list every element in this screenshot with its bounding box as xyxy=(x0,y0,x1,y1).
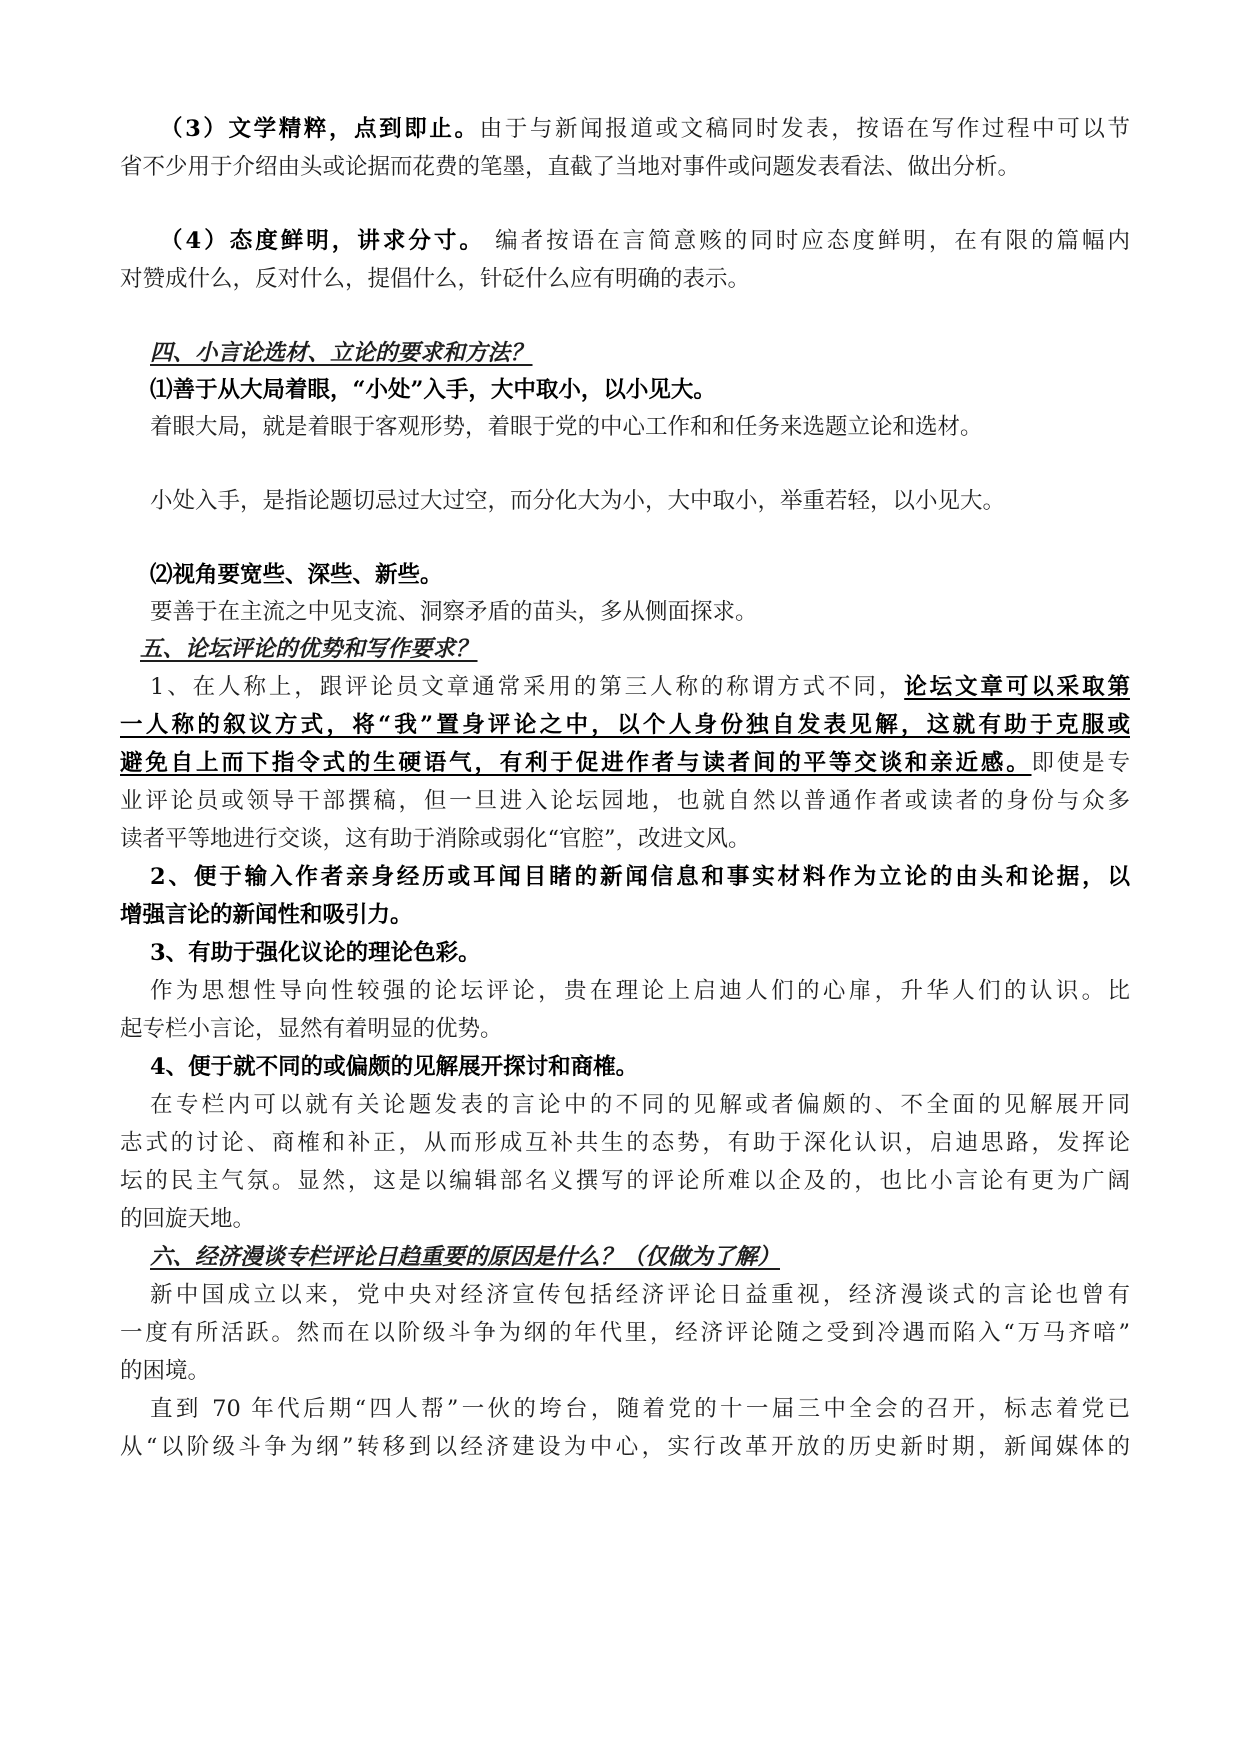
section-5-para-1-line-2: 一人称的叙议方式，将“我”置身评论之中，以个人身份独自发表见解，这就有助于克服或 xyxy=(120,712,1130,738)
paragraph-4-title: （4）态度鲜明，讲求分寸。 xyxy=(160,228,485,254)
paragraph-3-text: 由于与新闻报道或文稿同时发表，按语在写作过程中可以节 xyxy=(479,116,1130,142)
section-5-point-3-line-2: 起专栏小言论，显然有着明显的优势。 xyxy=(120,1016,503,1042)
section-4-heading: 四、小言论选材、立论的要求和方法？ xyxy=(150,340,533,366)
section-5-point-4-line-4: 的回旋天地。 xyxy=(120,1206,256,1232)
section-5-para-2-line-2: 增强言论的新闻性和吸引力。 xyxy=(120,902,413,928)
section-5-para-1-line-4: 业评论员或领导干部撰稿，但一旦进入论坛园地，也就自然以普通作者或读者的身份与众多 xyxy=(120,788,1130,814)
section-6-heading: 六、经济漫谈专栏评论日趋重要的原因是什么？（仅做为了解） xyxy=(150,1244,781,1270)
section-5-para-2-line-1: 2、便于输入作者亲身经历或耳闻目睹的新闻信息和事实材料作为立论的由头和论据，以 xyxy=(150,864,1130,890)
section-5-point-4-line-2: 志式的讨论、商榷和补正，从而形成互补共生的态势，有助于深化认识，启迪思路，发挥论 xyxy=(120,1130,1130,1156)
section-5-heading: 五、论坛评论的优势和写作要求？ xyxy=(140,636,478,662)
section-6-para-2-line-2: 从“以阶级斗争为纲”转移到以经济建设为中心，实行改革开放的历史新时期，新闻媒体的 xyxy=(120,1434,1130,1460)
section-5-point-4-line-3: 坛的民主气氛。显然，这是以编辑部名义撰写的评论所难以企及的，也比小言论有更为广阔 xyxy=(120,1168,1130,1194)
section-5-para-1-text: 1、在人称上，跟评论员文章通常采用的第三人称的称谓方式不同， xyxy=(150,674,905,700)
section-5-para-1-text-cont: 即使是专 xyxy=(1031,750,1130,776)
section-4-item-2-para-1: 要善于在主流之中见支流、洞察矛盾的苗头，多从侧面探求。 xyxy=(150,599,758,625)
section-6-para-1-line-2: 一度有所活跃。然而在以阶级斗争为纲的年代里，经济评论随之受到冷遇而陷入“万马齐喑” xyxy=(120,1320,1130,1346)
section-5-point-3-line-1: 作为思想性导向性较强的论坛评论，贵在理论上启迪人们的心扉，升华人们的认识。比 xyxy=(150,978,1130,1004)
section-5-para-1-line-3 xyxy=(120,748,1130,778)
section-4-item-1: ⑴善于从大局着眼，“小处”入手，大中取小，以小见大。 xyxy=(150,377,716,403)
section-4-item-2: ⑵视角要宽些、深些、新些。 xyxy=(150,562,443,588)
paragraph-4-text: 编者按语在言简意赅的同时应态度鲜明，在有限的篇幅内 xyxy=(484,228,1130,254)
section-6-para-2-line-1: 直到 70 年代后期“四人帮”一伙的垮台，随着党的十一届三中全会的召开，标志着党已 xyxy=(150,1396,1130,1422)
section-5-para-1-emphasis-end: 避免自上而下指令式的生硬语气，有利于促进作者与读者间的平等交谈和亲近感。 xyxy=(120,750,1032,776)
paragraph-3-line-1 xyxy=(160,114,1130,144)
paragraph-3-line-2: 省不少用于介绍由头或论据而花费的笔墨，直截了当地对事件或问题发表看法、做出分析。 xyxy=(120,154,1021,180)
section-4-item-1-para-2: 小处入手，是指论题切忌过大过空，而分化大为小，大中取小，举重若轻，以小见大。 xyxy=(150,488,1006,514)
paragraph-4-line-2: 对赞成什么，反对什么，提倡什么，针砭什么应有明确的表示。 xyxy=(120,266,751,292)
section-4-item-1-para-1: 着眼大局，就是着眼于客观形势，着眼于党的中心工作和和任务来选题立论和选材。 xyxy=(150,414,983,440)
section-5-point-3: 3、有助于强化议论的理论色彩。 xyxy=(150,940,481,966)
section-5-para-1-line-5: 读者平等地进行交谈，这有助于消除或弱化“官腔”，改进文风。 xyxy=(120,826,751,852)
paragraph-4-line-1 xyxy=(160,226,1130,256)
section-5-point-4: 4、便于就不同的或偏颇的见解展开探讨和商榷。 xyxy=(150,1054,639,1080)
section-5-point-4-line-1: 在专栏内可以就有关论题发表的言论中的不同的见解或者偏颇的、不全面的见解展开同 xyxy=(150,1092,1130,1118)
section-6-para-1-line-3: 的困境。 xyxy=(120,1358,211,1384)
section-5-para-1-line-1 xyxy=(150,672,1130,702)
section-6-para-1-line-1: 新中国成立以来，党中央对经济宣传包括经济评论日益重视，经济漫谈式的言论也曾有 xyxy=(150,1282,1130,1308)
paragraph-3-title: （3）文学精粹，点到即止。 xyxy=(160,116,480,142)
section-5-para-1-emphasis: 论坛文章可以采取第 xyxy=(904,674,1130,700)
